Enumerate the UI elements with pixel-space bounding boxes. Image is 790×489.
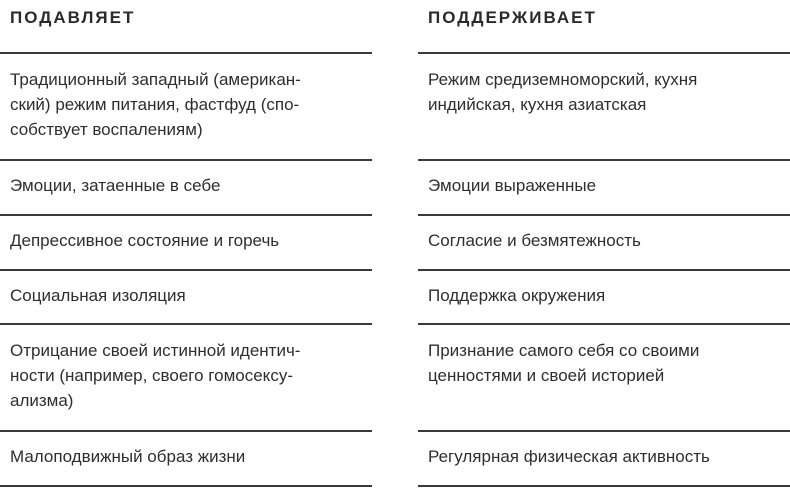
cell-text: Депрессивное состояние и горечь [10,231,280,250]
cell-text: Регулярная физическая активность [428,447,710,466]
cell-text: Эмоции, затаенные в себе [10,176,221,195]
cell-text: Признание самого себя со своими ценностями и своей историей [428,341,700,385]
cell-text: Режим средиземноморский, кухня индийская, кухня азиатская [428,70,698,114]
table-cell-right-6 [418,432,790,487]
cell-text: Поддержка окружения [428,286,606,305]
cell-text: Эмоции выраженные [428,176,597,195]
table-cell-right-1 [418,54,790,161]
cell-text: Отрицание своей истинной идентич- ности (например, своего гомосексу- ализма) [10,341,301,410]
table-cell-left-3 [0,216,372,271]
table-cell-left-2 [0,161,372,216]
cell-text: Малоподвижный образ жизни [10,447,246,466]
table-cell-left-5 [0,325,372,432]
cell-text: Согласие и безмятежность [428,231,641,250]
table-cell-left-1 [0,54,372,161]
header-label-supports: ПОДДЕРЖИВАЕТ [428,8,597,27]
cell-text: Традиционный западный (американ- ский) режим питания, фастфуд (спо- собствует воспалениям) [10,70,301,139]
table-cell-right-3 [418,216,790,271]
table-cell-left-6 [0,432,372,487]
table-cell-right-5 [418,325,790,432]
column-header-suppresses [0,0,372,54]
table-cell-right-2 [418,161,790,216]
column-header-supports [418,0,790,54]
cell-text: Социальная изоляция [10,286,186,305]
header-label-suppresses: ПОДАВЛЯЕТ [10,8,136,27]
table-cell-right-4 [418,271,790,325]
table-cell-left-4 [0,271,372,325]
